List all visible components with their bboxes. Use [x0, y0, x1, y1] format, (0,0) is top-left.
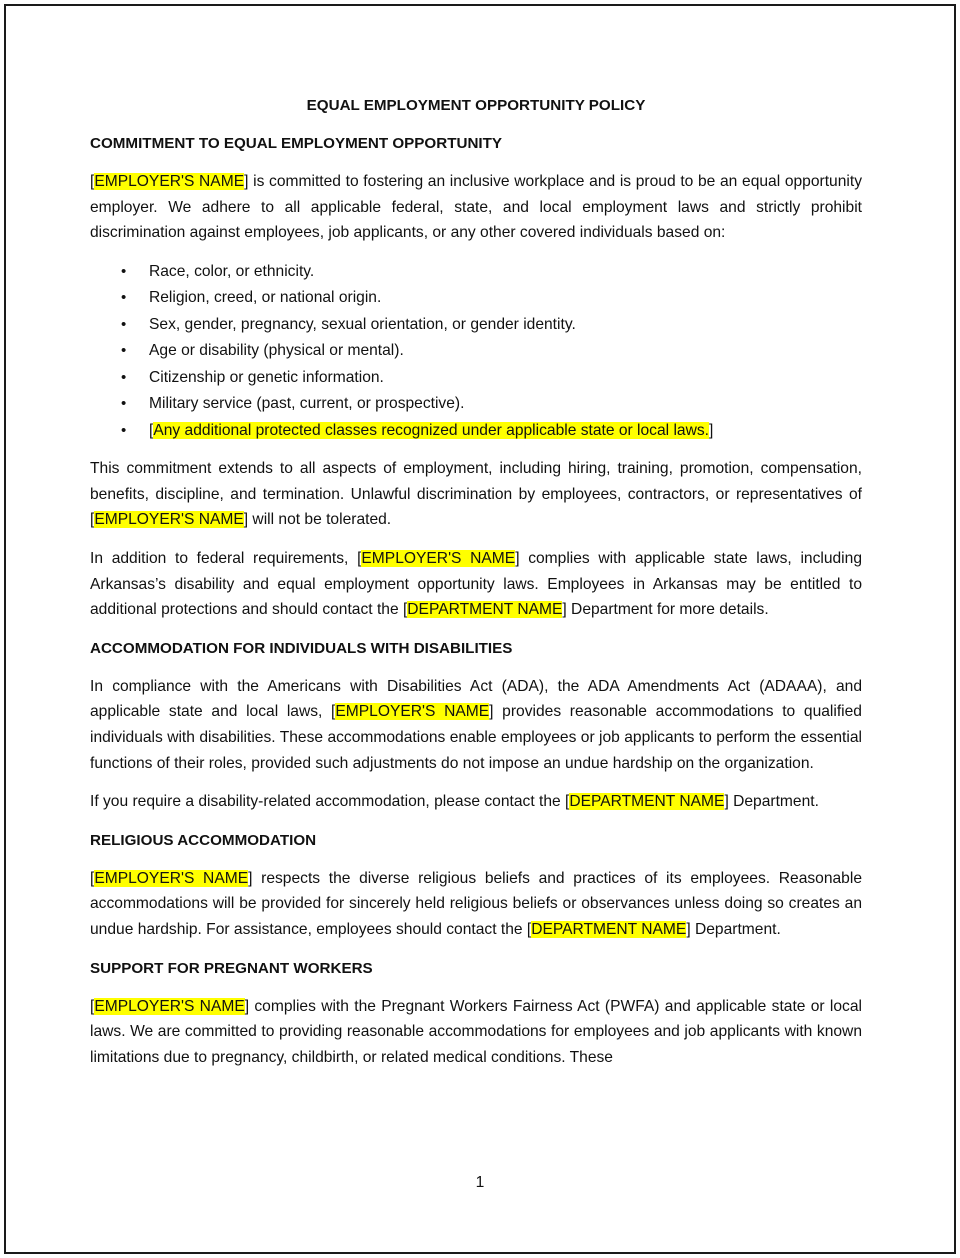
paragraph-disability-ada	[90, 674, 862, 776]
placeholder-employer-name: EMPLOYER'S NAME	[94, 997, 245, 1015]
paragraph-text: ] respects the diverse religious beliefs and practices of its employees. Reasonable accommodations will be provided for sincerely held religious beliefs or observances unless doing so creates an undue hardship. For assistance, employees should contact the [	[90, 869, 862, 938]
placeholder-department-name: DEPARTMENT NAME	[531, 921, 687, 938]
list-item: • Age or disability (physical or mental).	[149, 338, 862, 365]
page-number: 1	[475, 1174, 485, 1191]
paragraph-disability-contact	[90, 789, 862, 815]
paragraph-text: ] complies with applicable state laws, including Arkansas’s disability and equal employment opportunity laws. Employees in Arkansas may be entitled to additional protections and should contact the [	[90, 550, 862, 619]
placeholder-employer-name: EMPLOYER'S NAME	[94, 869, 249, 887]
paragraph-text: This commitment extends to all aspects of employment, including hiring, training, promotion, compensation, benefits, discipline, and termination. Unlawful discrimination by employees, contractors, or representatives of [	[90, 460, 862, 529]
paragraph-text: ] Department.	[724, 793, 819, 811]
placeholder-department-name: DEPARTMENT NAME	[569, 793, 725, 811]
paragraph-text: ] will not be tolerated.	[243, 511, 392, 529]
paragraph-text: In addition to federal requirements, [	[90, 550, 362, 568]
paragraph-text: ] is committed to fostering an inclusive workplace and is proud to be an equal opportunity employer. We adhere to all applicable federal, state, and local employment laws and strictly prohibit discrimination against employees, job applicants, or any other covered individuals based on:	[90, 173, 862, 242]
paragraph-text: ] Department for more details.	[562, 601, 769, 619]
paragraph-text: ] complies with the Pregnant Workers Fairness Act (PWFA) and applicable state or local laws. We are committed to providing reasonable accommodations for employees and job applicants with known limitations due to pregnancy, childbirth, or related medical conditions. These	[90, 997, 862, 1066]
paragraph-commitment-scope	[90, 456, 862, 533]
heading-pregnant-workers: SUPPORT FOR PREGNANT WORKERS	[90, 959, 373, 977]
heading-religious: RELIGIOUS ACCOMMODATION	[90, 831, 317, 849]
heading-commitment: COMMITMENT TO EQUAL EMPLOYMENT OPPORTUNITY	[90, 135, 503, 152]
paragraph-text: ] provides reasonable accommodations to qualified individuals with disabilities. These accommodations enable employees or job applicants to perform the essential functions of their roles, provided such adjustments do not impose an undue hardship on the organization.	[90, 703, 862, 772]
paragraph-pregnant-workers: [EMPLOYER'S NAME] complies with the Pregnant Workers Fairness Act (PWFA) and applicable state or local laws. We are committed to providing reasonable accommodations for employees and job applicants with known limitations due to pregnancy, childbirth, or related medical conditions. These	[90, 997, 862, 1066]
list-item-additional-classes: • [Any additional protected classes recognized under applicable state or local laws.]	[149, 418, 862, 445]
placeholder-employer-name: EMPLOYER'S NAME	[94, 511, 244, 529]
document-title: EQUAL EMPLOYMENT OPPORTUNITY POLICY	[306, 97, 646, 114]
paragraph-text: In compliance with the Americans with Disabilities Act (ADA), the ADA Amendments Act (ADAAA), and applicable state and local laws, [	[90, 677, 862, 721]
placeholder-additional-classes: Any additional protected classes recognized under applicable state or local laws.	[153, 421, 709, 439]
paragraph-commitment-intro: [EMPLOYER'S NAME] is committed to fostering an inclusive workplace and is proud to be an equal opportunity employer. We adhere to all applicable federal, state, and local employment laws and strictly prohibit discrimination against employees, job applicants, or any other covered individuals based on:	[90, 173, 862, 242]
document-content	[90, 93, 862, 1083]
list-item: • Sex, gender, pregnancy, sexual orientation, or gender identity.	[149, 312, 862, 339]
paragraph-religious: [EMPLOYER'S NAME] respects the diverse religious beliefs and practices of its employees. Reasonable accommodations will be provided for sincerely held religious beliefs or observances unless doing so creates an undue hardship. For assistance, employees should contact the [DEPARTMENT NAME] Department.	[90, 869, 862, 938]
list-item: • Race, color, or ethnicity.	[149, 259, 862, 286]
paragraph-text: ] Department.	[686, 921, 781, 938]
paragraph-text: If you require a disability-related accommodation, please contact the [	[90, 793, 570, 811]
paragraph-state-laws	[90, 546, 862, 623]
placeholder-department-name: DEPARTMENT NAME	[407, 601, 563, 619]
placeholder-employer-name: EMPLOYER'S NAME	[361, 550, 516, 568]
placeholder-employer-name: EMPLOYER'S NAME	[335, 703, 490, 721]
list-item: • Citizenship or genetic information.	[149, 365, 862, 392]
heading-disability: ACCOMMODATION FOR INDIVIDUALS WITH DISABILITIES	[90, 639, 513, 657]
placeholder-employer-name: EMPLOYER'S NAME	[94, 173, 245, 190]
list-item: • Religion, creed, or national origin.	[149, 285, 862, 312]
protected-classes-list	[90, 259, 862, 445]
list-item: • Military service (past, current, or prospective).	[149, 391, 862, 418]
